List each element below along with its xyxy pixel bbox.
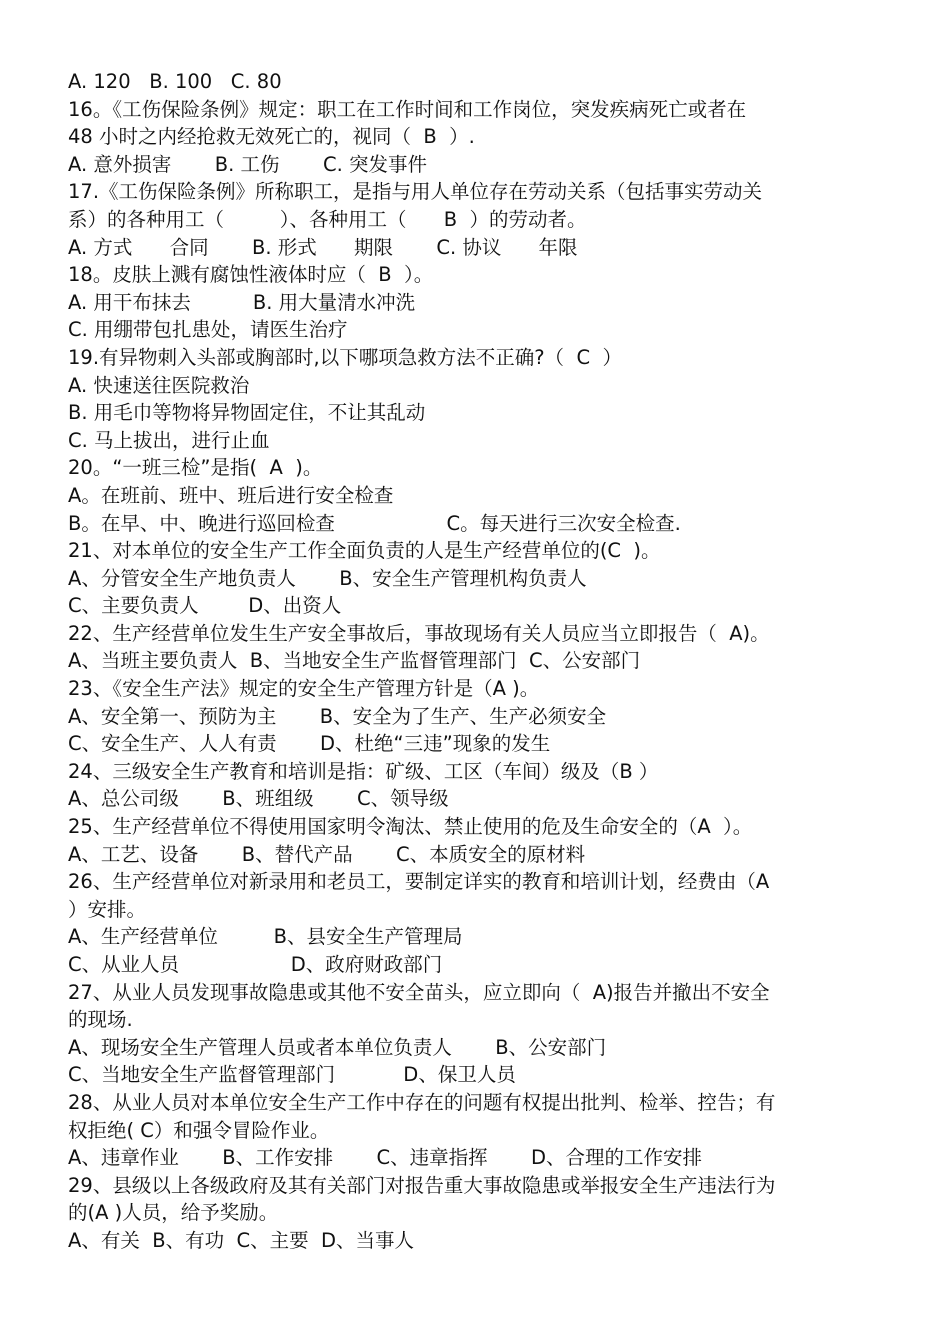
question-25-line: 25、生产经营单位不得使用国家明令淘汰、禁止使用的危及生命安全的（A ）。 [68, 815, 753, 839]
question-20-line: 20。“一班三检”是指( A )。 [68, 456, 323, 480]
question-27-line: 27、从业人员发现事故隐患或其他不安全苗头，应立即向（ A)报告并撤出不安全 [68, 980, 770, 1004]
question-18-line: 18。皮肤上溅有腐蚀性液体时应（ B ）。 [68, 263, 434, 287]
options-line: A、安全第一、预防为主 B、安全为了生产、生产必须安全 [68, 704, 607, 728]
options-line: A、现场安全生产管理人员或者本单位负责人 B、公安部门 [68, 1035, 607, 1059]
document-page [68, 68, 888, 1255]
options-line: A、违章作业 B、工作安排 C、违章指挥 D、合理的工作安排 [68, 1146, 703, 1170]
question-21-line: 21、对本单位的安全生产工作全面负责的人是生产经营单位的(C )。 [68, 539, 661, 563]
options-line: A、当班主要负责人 B、当地安全生产监督管理部门 C、公安部门 [68, 649, 641, 673]
options-line: C、安全生产、人人有责 D、杜绝“三违”现象的发生 [68, 732, 551, 756]
options-line: A. 用干布抹去 B. 用大量清水冲洗 [68, 290, 416, 314]
options-line: A. 方式 合同 B. 形式 期限 C. 协议 年限 [68, 235, 578, 259]
options-line: C. 马上拔出，进行止血 [68, 428, 270, 452]
options-line: B. 用毛巾等物将异物固定住，不让其乱动 [68, 401, 426, 425]
question-23-line: 23、《安全生产法》规定的安全生产管理方针是（A )。 [68, 677, 540, 701]
text-line: 的现场. [68, 1008, 133, 1032]
question-28-line: 28、从业人员对本单位安全生产工作中存在的问题有权提出批判、检举、控告；有 [68, 1090, 776, 1114]
options-line: A、有关 B、有功 C、主要 D、当事人 [68, 1228, 415, 1252]
options-line: C、当地安全生产监督管理部门 D、保卫人员 [68, 1063, 516, 1087]
text-line: 48 小时之内经抢救无效死亡的，视同（ B ）. [68, 125, 475, 149]
options-line: C、从业人员 D、政府财政部门 [68, 953, 443, 976]
options-line: C、主要负责人 D、出资人 [68, 594, 342, 618]
question-19-line: 19.有异物刺入头部或胸部时,以下哪项急救方法不正确?（ C ） [68, 345, 622, 369]
options-line: A. 快速送往医院救治 [68, 373, 250, 397]
question-26-line: 26、生产经营单位对新录用和老员工，要制定详实的教育和培训计划，经费由（A [68, 870, 770, 894]
text-line: ）安排。 [68, 897, 147, 921]
options-line: C. 用绷带包扎患处，请医生治疗 [68, 318, 348, 342]
text-line: 系）的各种用工（ ）、各种用工（ B ）的劳动者。 [68, 207, 587, 231]
text-line: A. 120 B. 100 C. 80 [68, 70, 282, 93]
options-line: A、生产经营单位 B、县安全生产管理局 [68, 925, 463, 949]
text-line: 权拒绝( C）和强令冒险作业。 [68, 1118, 330, 1142]
question-17-line: 17.《工伤保险条例》所称职工，是指与用人单位存在劳动关系（包括事实劳动关 [68, 180, 763, 204]
options-line: A、工艺、设备 B、替代产品 C、本质安全的原材料 [68, 842, 586, 866]
question-29-line: 29、县级以上各级政府及其有关部门对报告重大事故隐患或举报安全生产违法行为 [68, 1173, 776, 1197]
options-line: A. 意外损害 B. 工伤 C. 突发事件 [68, 152, 427, 176]
question-24-line: 24、三级安全生产教育和培训是指：矿级、工区（车间）级及（B ） [68, 759, 659, 783]
options-line: A、总公司级 B、班组级 C、领导级 [68, 787, 449, 811]
options-line: A、分管安全生产地负责人 B、安全生产管理机构负责人 [68, 566, 587, 590]
question-16-line: 16。《工伤保险条例》规定：职工在工作时间和工作岗位，突发疾病死亡或者在 [68, 97, 747, 121]
options-line: A。在班前、班中、班后进行安全检查 [68, 483, 394, 507]
question-22-line: 22、生产经营单位发生生产安全事故后，事故现场有关人员应当立即报告（ A)。 [68, 621, 770, 645]
text-line: 的(A )人员，给予奖励。 [68, 1201, 279, 1225]
options-line: B。在早、中、晚进行巡回检查 C。每天进行三次安全检查. [68, 511, 681, 535]
